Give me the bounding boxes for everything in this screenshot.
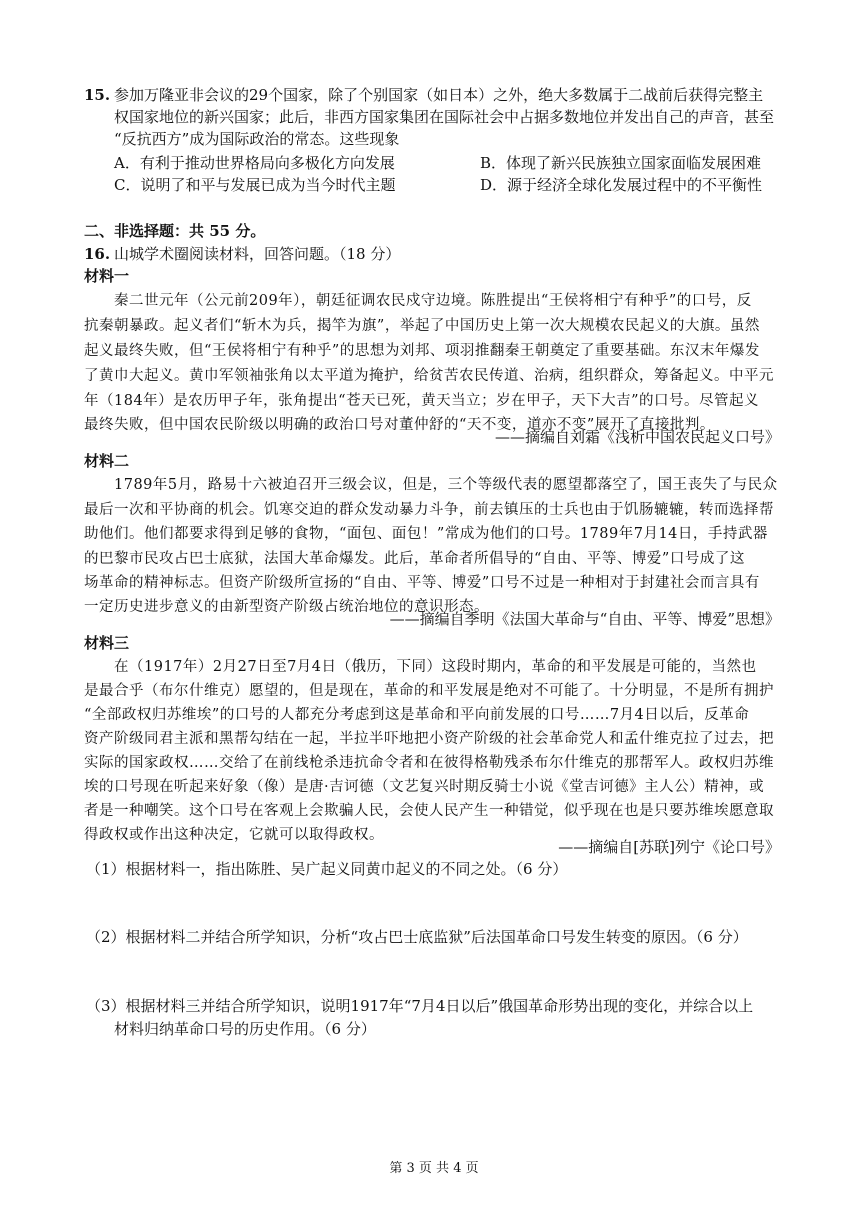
material-3-line-8: 得政权或作出这种决定，它就可以取得政权。 xyxy=(84,827,384,843)
material-3-line-6: 埃的口号现在听起来好象（像）是唐·吉诃德（文艺复兴时期反骑士小说《堂吉诃德》主人公）精神，或 xyxy=(84,779,765,795)
material-2-line-5: 场革命的精神标志。但资产阶级所宣扬的“自由、平等、博爱”口号不过是一种相对于封建社会而言具有 xyxy=(84,575,760,591)
section-2-title: 二、非选择题：共 55 分。 xyxy=(84,222,266,240)
material-3-title: 材料三 xyxy=(84,634,130,652)
material-1-title: 材料一 xyxy=(84,267,130,285)
page-number: 第 3 页 共 4 页 xyxy=(389,1161,479,1176)
question-16-stem: 山城学术圈阅读材料，回答问题。（18 分） xyxy=(114,245,401,263)
option-c: C．说明了和平与发展已成为当今时代主题 xyxy=(114,176,396,194)
material-2-line-1: 1789年5月，路易十六被迫召开三级会议，但是，三个等级代表的愿望都落空了，国王丧失了与民众 xyxy=(114,477,778,493)
material-2-title: 材料二 xyxy=(84,452,130,470)
material-2-line-6: 一定历史进步意义的由新型资产阶级占统治地位的意识形态。 xyxy=(84,599,489,615)
question-15-line-2: 权国家地位的新兴国家；此后，非西方国家集团在国际社会中占据多数地位并发出自己的声音，甚至 xyxy=(114,108,775,126)
material-1-line-5: 年（184年）是农历甲子年，张角提出“苍天已死，黄天当立；岁在甲子，天下大吉”的口号。尽管起义 xyxy=(84,393,759,409)
material-1-line-3: 起义最终失败，但“王侯将相宁有种乎”的思想为刘邦、项羽推翻秦王朝奠定了重要基础。东汉末年爆发 xyxy=(84,343,760,359)
material-3-line-3: “全部政权归苏维埃”的口号的人都充分考虑到这是革命和平向前发展的口号……7月4日以后，反革命 xyxy=(84,707,750,723)
material-2-line-2: 最后一次和平协商的机会。饥寒交迫的群众发动暴力斗争，前去镇压的士兵也由于饥肠辘辘，转而选择帮 xyxy=(84,502,774,518)
material-2-line-4: 的巴黎市民攻占巴士底狱，法国大革命爆发。此后，革命者所倡导的“自由、平等、博爱”口号成了这 xyxy=(84,551,745,567)
material-1-line-2: 抗秦朝暴政。起义者们“斩木为兵，揭竿为旗”，举起了中国历史上第一次大规模农民起义的大旗。虽然 xyxy=(84,318,760,334)
material-3-line-4: 资产阶级同君主派和黑帮勾结在一起，半拉半吓地把小资产阶级的社会革命党人和孟什维克拉了过去，把 xyxy=(84,731,774,747)
question-15-number: 15. xyxy=(84,86,111,104)
material-3-line-2: 是最合乎（布尔什维克）愿望的，但是现在，革命的和平发展是绝对不可能了。十分明显，不是所有拥护 xyxy=(84,683,774,699)
option-a: A．有利于推动世界格局向多极化方向发展 xyxy=(114,154,395,172)
sub-question-1: （1）根据材料一，指出陈胜、吴广起义同黄巾起义的不同之处。（6 分） xyxy=(86,860,568,878)
material-2-source: ——摘编自季明《法国大革命与“自由、平等、博爱”思想》 xyxy=(389,610,780,628)
material-1-line-4: 了黄巾大起义。黄巾军领袖张角以太平道为掩护，给贫苦农民传道、治病，组织群众，筹备起义。中平元 xyxy=(84,368,774,384)
sub-question-3-line-2: 材料归纳革命口号的历史作用。（6 分） xyxy=(114,1020,376,1038)
question-15-line-1: 参加万隆亚非会议的29个国家，除了个别国家（如日本）之外，绝大多数属于二战前后获得完整主 xyxy=(114,86,764,104)
material-3-line-7: 者是一种嘲笑。这个口号在客观上会欺骗人民，会使人民产生一种错觉，似乎现在也是只要苏维埃愿意取 xyxy=(84,803,774,819)
option-d: D．源于经济全球化发展过程中的不平衡性 xyxy=(480,176,763,194)
material-1-line-1: 秦二世元年（公元前209年），朝廷征调农民戍守边境。陈胜提出“王侯将相宁有种乎”的口号，反 xyxy=(114,293,752,309)
question-16-number: 16. xyxy=(84,245,111,263)
material-1-source: ——摘编自刘霜《浅析中国农民起义口号》 xyxy=(494,428,780,446)
material-3-source: ——摘编自[苏联]列宁《论口号》 xyxy=(558,838,780,856)
material-3-line-1: 在（1917年）2月27日至7月4日（俄历，下同）这段时期内，革命的和平发展是可能的，当然也 xyxy=(114,659,757,675)
material-1-line-6: 最终失败，但中国农民阶级以明确的政治口号对董仲舒的“天不变，道亦不变”展开了直接批判。 xyxy=(84,417,715,433)
question-15-line-3: “反抗西方”成为国际政治的常态。这些现象 xyxy=(114,130,400,148)
material-2-line-3: 助他们。他们都要求得到足够的食物，“面包、面包！”常成为他们的口号。1789年7月14日，手持武器 xyxy=(84,526,768,542)
sub-question-2: （2）根据材料二并结合所学知识，分析“攻占巴士底监狱”后法国革命口号发生转变的原因。（6 分） xyxy=(86,928,748,946)
material-3-line-5: 实际的国家政权……交给了在前线枪杀违抗命令者和在彼得格勒残杀布尔什维克的那帮军人。政权归苏维 xyxy=(84,755,774,771)
option-b: B．体现了新兴民族独立国家面临发展困难 xyxy=(480,154,762,172)
sub-question-3-line-1: （3）根据材料三并结合所学知识，说明1917年“7月4日以后”俄国革命形势出现的变化，并综合以上 xyxy=(86,997,754,1015)
